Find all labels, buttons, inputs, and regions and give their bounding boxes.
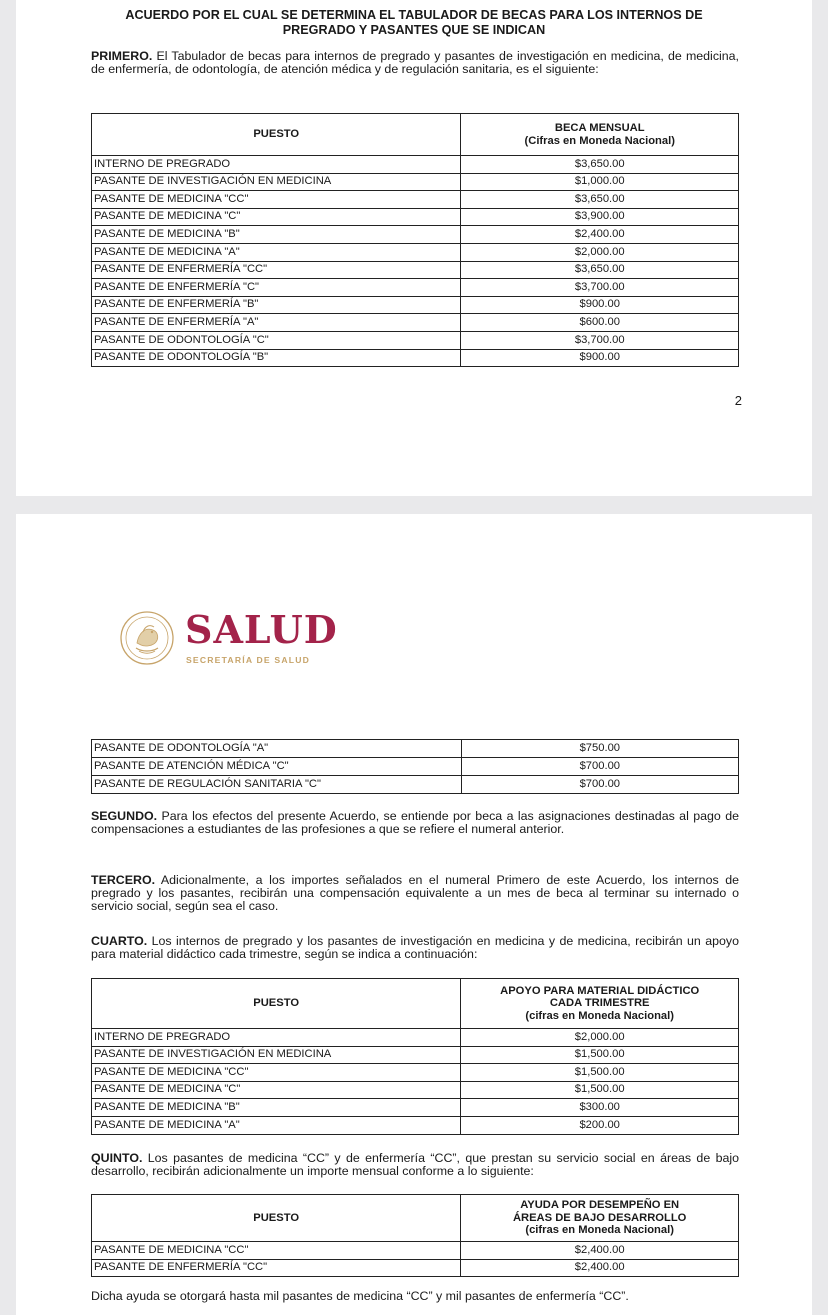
ayuda-desempeno-table bbox=[91, 1194, 739, 1277]
quinto-paragraph bbox=[91, 1152, 739, 1178]
cell-monto: $1,500.00 bbox=[461, 1046, 739, 1064]
cell-monto: $750.00 bbox=[461, 740, 738, 758]
table-row bbox=[92, 1029, 739, 1047]
cell-puesto: PASANTE DE ODONTOLOGÍA "B" bbox=[92, 349, 461, 367]
cell-monto: $1,500.00 bbox=[461, 1064, 739, 1082]
table-row bbox=[92, 1081, 739, 1099]
cell-monto: $600.00 bbox=[461, 314, 739, 332]
tercero-paragraph bbox=[91, 874, 739, 914]
cell-monto: $2,400.00 bbox=[461, 1259, 739, 1277]
salud-logo-subtitle: SECRETARÍA DE SALUD bbox=[186, 655, 311, 665]
document-title-line-2: PREGRADO Y PASANTES QUE SE INDICAN bbox=[282, 23, 546, 37]
cell-puesto: PASANTE DE ENFERMERÍA "CC" bbox=[92, 261, 461, 279]
cell-monto: $700.00 bbox=[461, 758, 738, 776]
table-row bbox=[92, 208, 739, 226]
tercero-label: TERCERO. bbox=[91, 873, 156, 887]
cuarto-label: CUARTO. bbox=[91, 934, 148, 948]
cell-monto: $2,000.00 bbox=[461, 243, 739, 261]
table-header-row bbox=[92, 979, 739, 1029]
table-row bbox=[92, 173, 739, 191]
segundo-text: Para los efectos del presente Acuerdo, se entiende por beca a las asignaciones destinadas al pago de compensaciones a estudiantes de las profesiones a que se refiere el numeral anterior. bbox=[91, 809, 739, 837]
becas-table-continued-body bbox=[92, 740, 739, 794]
cuarto-paragraph bbox=[91, 935, 739, 961]
document-page-1 bbox=[16, 0, 812, 496]
header-puesto: PUESTO bbox=[92, 979, 461, 1029]
ayuda-desempeno-table-body bbox=[92, 1242, 739, 1277]
cell-puesto: PASANTE DE ATENCIÓN MÉDICA "C" bbox=[92, 758, 462, 776]
cell-puesto: PASANTE DE ENFERMERÍA "C" bbox=[92, 279, 461, 297]
table-row bbox=[92, 261, 739, 279]
table-row bbox=[92, 296, 739, 314]
primero-text: El Tabulador de becas para internos de pregrado y pasantes de investigación en medicina, de medicina, de enfermería, de odontología, de atención médica y de regulación sanitaria, es el siguiente: bbox=[91, 49, 739, 77]
page-number: 2 bbox=[734, 393, 742, 408]
table-row bbox=[92, 776, 739, 794]
segundo-label: SEGUNDO. bbox=[91, 809, 158, 823]
cell-monto: $900.00 bbox=[461, 349, 739, 367]
table-row bbox=[92, 1046, 739, 1064]
cell-puesto: PASANTE DE MEDICINA "CC" bbox=[92, 191, 461, 209]
closing-paragraph: Dicha ayuda se otorgará hasta mil pasantes de medicina “CC” y mil pasantes de enfermería “CC”. bbox=[91, 1289, 629, 1303]
header-ayuda-line-2: ÁREAS DE BAJO DESARROLLO bbox=[512, 1211, 687, 1224]
becas-table bbox=[91, 113, 739, 367]
document-title-line-1: ACUERDO POR EL CUAL SE DETERMINA EL TABULADOR DE BECAS PARA LOS INTERNOS DE bbox=[125, 8, 703, 22]
header-apoyo-line-1: APOYO PARA MATERIAL DIDÁCTICO bbox=[500, 984, 700, 997]
cell-monto: $1,000.00 bbox=[461, 173, 739, 191]
table-row bbox=[92, 156, 739, 174]
header-ayuda-desempeno bbox=[461, 1195, 739, 1242]
cell-puesto: PASANTE DE MEDICINA "C" bbox=[92, 1081, 461, 1099]
table-row bbox=[92, 1259, 739, 1277]
table-row bbox=[92, 1064, 739, 1082]
table-row bbox=[92, 226, 739, 244]
quinto-text: Los pasantes de medicina “CC” y de enfermería “CC”, que prestan su servicio social en áreas de bajo desarrollo, recibirán adicionalmente un importe mensual conforme a lo siguiente: bbox=[91, 1151, 739, 1179]
cell-monto: $3,700.00 bbox=[461, 331, 739, 349]
primero-label: PRIMERO. bbox=[91, 49, 153, 63]
table-row bbox=[92, 243, 739, 261]
table-row bbox=[92, 1099, 739, 1117]
material-didactico-table-body bbox=[92, 1029, 739, 1135]
header-apoyo-line-3: (cifras en Moneda Nacional) bbox=[525, 1009, 674, 1022]
cell-puesto: INTERNO DE PREGRADO bbox=[92, 156, 461, 174]
header-puesto: PUESTO bbox=[92, 114, 461, 156]
cell-puesto: PASANTE DE MEDICINA "A" bbox=[92, 1116, 461, 1134]
cell-puesto: PASANTE DE MEDICINA "A" bbox=[92, 243, 461, 261]
cell-monto: $700.00 bbox=[461, 776, 738, 794]
cell-monto: $300.00 bbox=[461, 1099, 739, 1117]
becas-table-continued bbox=[91, 739, 739, 794]
cell-puesto: PASANTE DE ENFERMERÍA "CC" bbox=[92, 1259, 461, 1277]
cell-puesto: PASANTE DE REGULACIÓN SANITARIA "C" bbox=[92, 776, 462, 794]
cell-puesto: PASANTE DE INVESTIGACIÓN EN MEDICINA bbox=[92, 1046, 461, 1064]
salud-logo-wordmark: SALUD bbox=[185, 607, 338, 652]
cell-monto: $3,650.00 bbox=[461, 156, 739, 174]
mexico-coat-of-arms-seal-icon bbox=[119, 610, 175, 666]
table-header-row bbox=[92, 1195, 739, 1242]
cell-monto: $2,000.00 bbox=[461, 1029, 739, 1047]
cell-puesto: PASANTE DE INVESTIGACIÓN EN MEDICINA bbox=[92, 173, 461, 191]
table-row bbox=[92, 349, 739, 367]
table-row bbox=[92, 740, 739, 758]
cell-monto: $900.00 bbox=[461, 296, 739, 314]
cell-monto: $1,500.00 bbox=[461, 1081, 739, 1099]
cell-monto: $2,400.00 bbox=[461, 1242, 739, 1260]
primero-paragraph bbox=[91, 50, 739, 76]
cell-monto: $3,650.00 bbox=[461, 261, 739, 279]
cell-puesto: PASANTE DE ENFERMERÍA "A" bbox=[92, 314, 461, 332]
table-row bbox=[92, 314, 739, 332]
table-row bbox=[92, 1242, 739, 1260]
cell-monto: $3,650.00 bbox=[461, 191, 739, 209]
cell-puesto: PASANTE DE MEDICINA "B" bbox=[92, 1099, 461, 1117]
header-beca-line-2: (Cifras en Moneda Nacional) bbox=[524, 134, 675, 147]
table-row bbox=[92, 758, 739, 776]
cell-monto: $3,700.00 bbox=[461, 279, 739, 297]
cell-puesto: PASANTE DE MEDICINA "B" bbox=[92, 226, 461, 244]
document-page-2 bbox=[16, 514, 812, 1315]
cell-monto: $3,900.00 bbox=[461, 208, 739, 226]
table-row bbox=[92, 1116, 739, 1134]
header-beca-mensual bbox=[461, 114, 739, 156]
cell-puesto: PASANTE DE ODONTOLOGÍA "A" bbox=[92, 740, 462, 758]
header-apoyo-material bbox=[461, 979, 739, 1029]
cell-puesto: PASANTE DE MEDICINA "C" bbox=[92, 208, 461, 226]
quinto-label: QUINTO. bbox=[91, 1151, 143, 1165]
cuarto-text: Los internos de pregrado y los pasantes de investigación en medicina y de medicina, recibirán un apoyo para material didáctico cada trimestre, según se indica a continuación: bbox=[91, 934, 739, 962]
cell-monto: $2,400.00 bbox=[461, 226, 739, 244]
header-beca-line-1: BECA MENSUAL bbox=[554, 122, 645, 134]
header-ayuda-line-3: (cifras en Moneda Nacional) bbox=[525, 1224, 674, 1237]
cell-puesto: PASANTE DE MEDICINA "CC" bbox=[92, 1242, 461, 1260]
tercero-text: Adicionalmente, a los importes señalados en el numeral Primero de este Acuerdo, los internos de pregrado y los pasantes, recibirán una compensación equivalente a un mes de beca al terminar su internado o servicio social, según sea el caso. bbox=[91, 873, 739, 914]
cell-puesto: INTERNO DE PREGRADO bbox=[92, 1029, 461, 1047]
table-header-row bbox=[92, 114, 739, 156]
table-row bbox=[92, 279, 739, 297]
header-apoyo-line-2: CADA TRIMESTRE bbox=[549, 997, 650, 1010]
table-row bbox=[92, 331, 739, 349]
cell-puesto: PASANTE DE ENFERMERÍA "B" bbox=[92, 296, 461, 314]
cell-puesto: PASANTE DE ODONTOLOGÍA "C" bbox=[92, 331, 461, 349]
header-puesto: PUESTO bbox=[92, 1195, 461, 1242]
becas-table-body bbox=[92, 156, 739, 367]
table-row bbox=[92, 191, 739, 209]
header-ayuda-line-1: AYUDA POR DESEMPEÑO EN bbox=[520, 1199, 680, 1212]
segundo-paragraph bbox=[91, 810, 739, 836]
cell-monto: $200.00 bbox=[461, 1116, 739, 1134]
cell-puesto: PASANTE DE MEDICINA "CC" bbox=[92, 1064, 461, 1082]
material-didactico-table bbox=[91, 978, 739, 1135]
